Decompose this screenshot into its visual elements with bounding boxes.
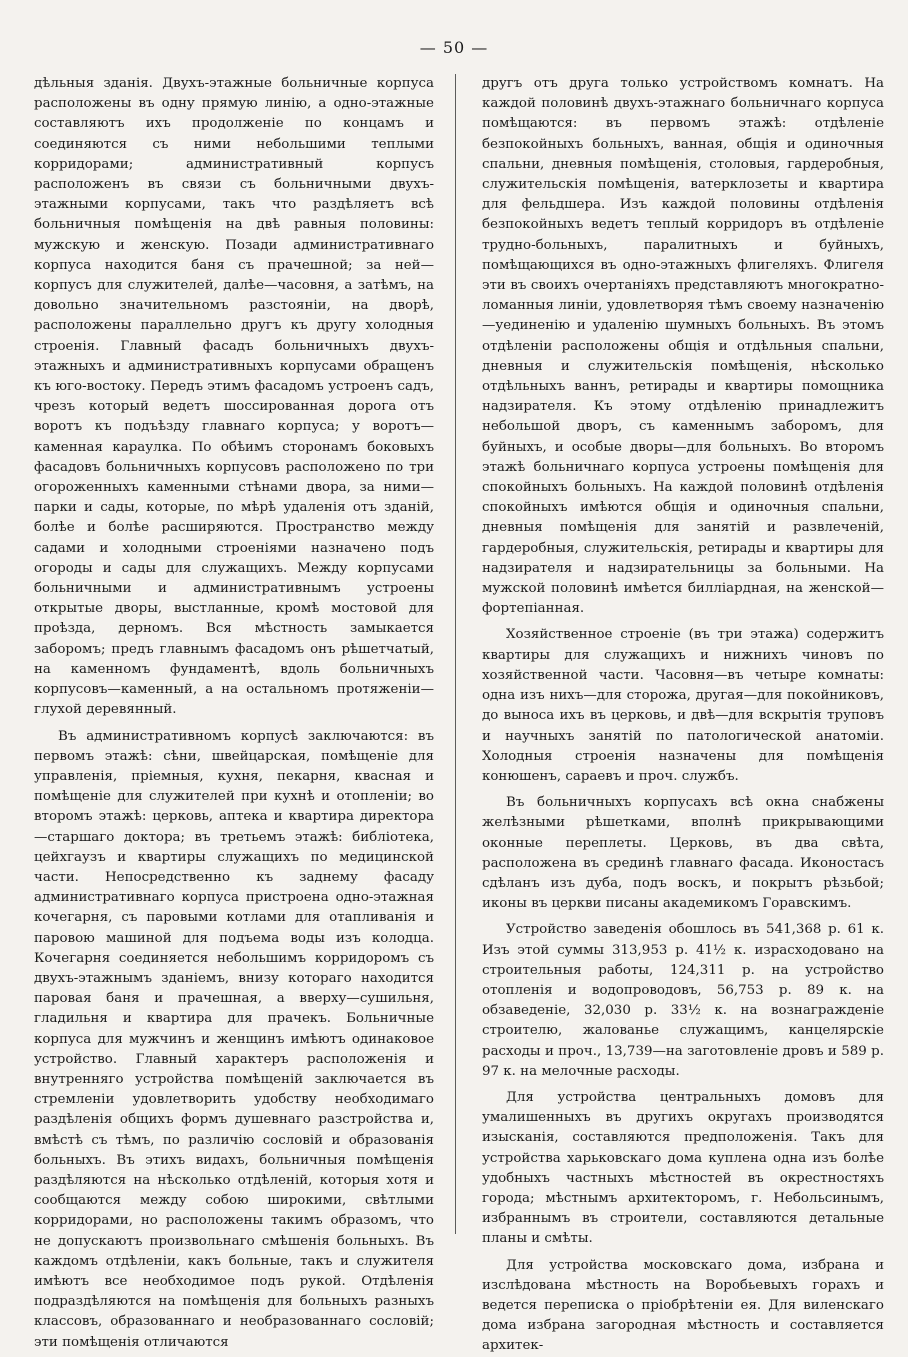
paragraph: Для устройства московскаго дома, избрана и изслѣдована мѣстность на Воробьевыхъ горахъ и ведется переписка о пріобрѣтеніи ея. Для виленскаго дома избрана загородная мѣстность и составляется архитек- [482, 1257, 884, 1354]
paragraph: Въ больничныхъ корпусахъ всѣ окна снабжены желѣзными рѣшетками, вполнѣ прикрывающими оконные переплеты. Церковь, въ два свѣта, расположена въ срединѣ главнаго фасада. Иконостасъ сдѣланъ изъ дуба, подъ воскъ, и покрытъ рѣзьбой; иконы въ церкви писаны академикомъ Горавскимъ. [482, 795, 884, 912]
right-column [482, 74, 884, 1357]
paragraph: другъ отъ друга только устройствомъ комнатъ. На каждой половинѣ двухъ-этажнаго больничнаго корпуса помѣщаются: въ первомъ этажѣ: отдѣленіе безпокойныхъ больныхъ, ванная, общія и одиночныя спальни, дневныя помѣщенія, столовыя, гардеробныя, служительскія помѣщенія, ватерклозеты и квартира для фельдшера. Изъ каждой половины отдѣленія безпокойныхъ ведетъ теплый корридоръ въ отдѣленіе трудно-больныхъ, паралитныхъ и буйныхъ, помѣщающихся въ одно-этажныхъ флигеляхъ. Флигеля эти въ своихъ очертаніяхъ представляютъ многократно-ломанныя линіи, удовлетворяя тѣмъ своему назначенію—уединенію и удаленію шумныхъ больныхъ. Въ этомъ отдѣленіи расположены общія и отдѣльныя спальни, дневныя и служительскія помѣщенія, нѣсколько отдѣльныхъ ваннъ, ретирады и квартиры помощника надзирателя. Къ этому отдѣленію принадлежитъ небольшой дворъ, съ каменнымъ заборомъ, для буйныхъ, и особые дворы—для больныхъ. Во второмъ этажѣ больничнаго корпуса устроены помѣщенія для спокойныхъ больныхъ. На каждой половинѣ отдѣленія спокойныхъ имѣются общія и одиночныя спальни, дневныя помѣщенія для занятій и развлеченій, гардеробныя, служительскія, ретирады и квартиры для надзирателя и надзирательницы за больными. На мужской половинѣ имѣется билліардная, на женской—фортепіанная. [482, 76, 884, 617]
paragraph: Въ административномъ корпусѣ заключаются: въ первомъ этажѣ: сѣни, швейцарская, помѣщеніе для управленія, пріемныя, кухня, пекарня, квасная и помѣщеніе для служителей при кухнѣ и отопленіи; во второмъ этажѣ: церковь, аптека и квартира директора—старшаго доктора; въ третьемъ этажѣ: библіотека, цейхгаузъ и квартиры служащихъ по медицинской части. Непосредственно къ заднему фасаду административнаго корпуса пристроена одно-этажная кочегарня, съ паровыми котлами для отапливанія и паровою машиной для подъема воды изъ колодца. Кочегарня соединяется небольшимъ корридоромъ съ двухъ-этажнымъ зданіемъ, внизу котораго находится паровая баня и прачешная, а вверху—сушильня, гладильня и квартира для прачекъ. Больничные корпуса для мужчинъ и женщинъ имѣютъ одинаковое устройство. Главный характеръ расположенія и внутренняго устройства помѣщеній заключается въ стремленіи удовлетворить удобству необходимаго раздѣленія общихъ формъ душевнаго разстройства и, вмѣстѣ съ тѣмъ, по различію сословій и образованія больныхъ. Въ этихъ видахъ, больничныя помѣщенія раздѣляются на нѣсколько отдѣленій, которыя хотя и сообщаются между собою широкими, свѣтлыми корридорами, но расположены такимъ образомъ, что не допускаютъ произвольнаго смѣшенія больныхъ. Въ каждомъ отдѣленіи, какъ больные, такъ и служителя имѣютъ все необходимое подъ рукой. Отдѣленія подраздѣляются на помѣщенія для больныхъ разныхъ классовъ, образованнаго и необразованнаго сословій; эти помѣщенія отличаются [34, 728, 434, 1350]
paragraph: Устройство заведенія обошлось въ 541,368 р. 61 к. Изъ этой суммы 313,953 р. 41½ к. израсходовано на строительныя работы, 124,311 р. на устройство отопленія и водопроводовъ, 56,753 р. 89 к. на обзаведеніе, 32,030 р. 33½ к. на вознагражденіе строителю, жалованье служащимъ, канцелярскіе расходы и проч., 13,739—на заготовленіе дровъ и 589 р. 97 к. на мелочные расходы. [482, 922, 884, 1079]
paragraph: Для устройства центральныхъ домовъ для умалишенныхъ въ другихъ округахъ производятся изысканія, составляются предположенія. Такъ для устройства харьковскаго дома куплена одна изъ болѣе удобныхъ частныхъ мѣстностей въ окрестностяхъ города; мѣстнымъ архитекторомъ, г. Небольсинымъ, избраннымъ въ строители, составляются детальные планы и смѣты. [482, 1089, 884, 1247]
column-divider [455, 74, 456, 1234]
paragraph: Хозяйственное строеніе (въ три этажа) содержитъ квартиры для служащихъ и нижнихъ чиновъ по хозяйственной части. Часовня—въ четыре комнаты: одна изъ нихъ—для сторожа, другая—для покойниковъ, до выноса ихъ въ церковь, и двѣ—для вскрытія труповъ и научныхъ занятій по патологической анатоміи. Холодныя строенія назначены для помѣщенія конюшенъ, сараевъ и проч. службъ. [482, 627, 884, 784]
page-number: — 50 — [419, 38, 489, 57]
left-column [34, 74, 434, 1353]
paragraph: дѣльныя зданія. Двухъ-этажные больничные корпуса расположены въ одну прямую линію, а одно-этажные составляютъ ихъ продолженіе по концамъ и соединяются съ ними небольшими теплыми корридорами; административный корпусъ расположенъ въ связи съ больничными двухъ-этажными корпусами, такъ что раздѣляетъ всѣ больничныя помѣщенія на двѣ равныя половины: мужскую и женскую. Позади административнаго корпуса находится баня съ прачешной; за ней—корпусъ для служителей, далѣе—часовня, а затѣмъ, на довольно значительномъ разстояніи, на дворѣ, расположены параллельно другъ къ другу холодныя строенія. Главный фасадъ больничныхъ двухъ-этажныхъ и административныхъ корпусами обращенъ къ юго-востоку. Передъ этимъ фасадомъ устроенъ садъ, чрезъ который ведетъ шоссированная дорога отъ воротъ къ подъѣзду главнаго корпуса; у воротъ—каменная караулка. По обѣимъ сторонамъ боковыхъ фасадовъ больничныхъ корпусовъ расположено по три огороженныхъ каменными стѣнами двора, за ними—парки и сады, которые, по мѣрѣ удаленія отъ зданій, болѣе и болѣе расширяются. Пространство между садами и холодными строеніями назначено подъ огороды и сады для служащихъ. Между корпусами больничными и административнымъ устроены открытые дворы, выстланные, кромѣ мостовой для проѣзда, дерномъ. Вся мѣстность замыкается заборомъ; предъ главнымъ фасадомъ онъ рѣшетчатый, на каменномъ фундаментѣ, вдоль больничныхъ корпусовъ—каменный, а на остальномъ протяженіи—глухой деревянный. [34, 76, 434, 718]
